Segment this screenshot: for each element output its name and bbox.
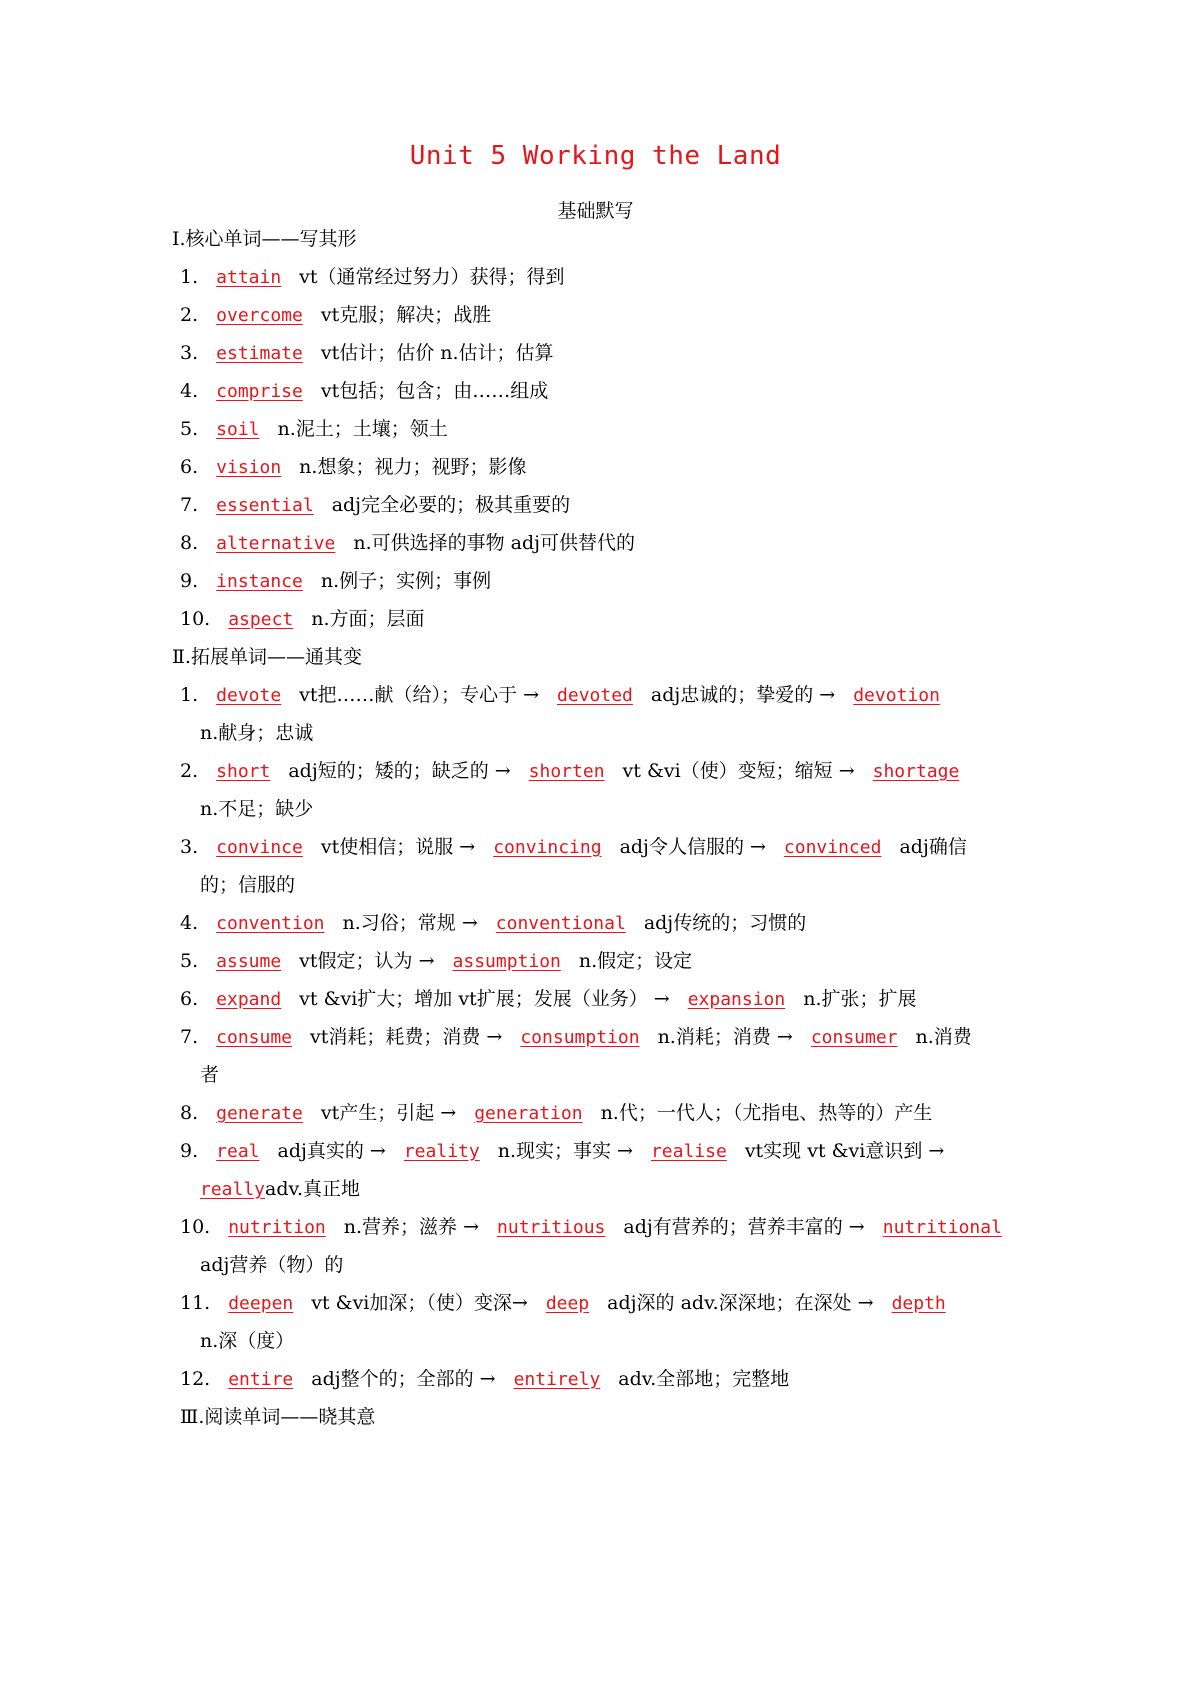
item-text: n.消费 (915, 1026, 972, 1048)
answer-text: consumer (810, 1027, 898, 1048)
answer-text: expand (216, 989, 282, 1010)
answer-text: aspect (228, 609, 294, 630)
answer-text: convincing (493, 837, 602, 858)
answer-text: convinced (783, 837, 882, 858)
item-text: vt产生；引起 → (320, 1102, 457, 1124)
item-text: vt消耗；耗费；消费 → (310, 1026, 503, 1048)
list-item (180, 1289, 1020, 1318)
item-text: adj完全必要的；极其重要的 (331, 494, 571, 516)
item-text: 1. (180, 684, 199, 706)
item-text: vt（通常经过努力）获得；得到 (299, 266, 565, 288)
item-text: 2. (180, 760, 199, 782)
item-text: adj真实的 → (277, 1140, 386, 1162)
answer-text: nutritious (497, 1217, 606, 1238)
list-item (180, 415, 1020, 444)
answer-text: convention (216, 913, 325, 934)
item-text: 4. (180, 912, 199, 934)
item-text: 6. (180, 456, 199, 478)
answer-text: expansion (687, 989, 786, 1010)
section1-heading: Ⅰ.核心单词——写其形 (172, 228, 357, 250)
list-item-continuation: 者 (200, 1064, 220, 1086)
item-text: vt &vi加深；（使）变深→ (311, 1292, 528, 1314)
answer-text: generation (474, 1103, 583, 1124)
list-item (180, 681, 1020, 710)
item-text: 10. (180, 608, 211, 630)
item-text: n.可供选择的事物 adj可供替代的 (353, 532, 636, 554)
answer-text: overcome (216, 305, 303, 326)
list-item (180, 1365, 1020, 1394)
item-text: 7. (180, 494, 199, 516)
answer-text: consumption (520, 1027, 640, 1048)
list-item (180, 1213, 1020, 1242)
item-text: adj忠诚的；挚爱的 → (650, 684, 836, 706)
answer-text: realise (650, 1141, 727, 1162)
item-text: 4. (180, 380, 199, 402)
list-item-continuation (200, 1175, 1020, 1204)
item-text: 5. (180, 950, 199, 972)
answer-text: convince (216, 837, 303, 858)
item-text: n.习俗；常规 → (342, 912, 478, 934)
item-text: vt使相信；说服 → (320, 836, 476, 858)
answer-text: reality (403, 1141, 480, 1162)
item-text: adv.全部地；完整地 (618, 1368, 790, 1390)
list-item (180, 1023, 1020, 1052)
item-text: 1. (180, 266, 199, 288)
list-item (180, 833, 1020, 862)
item-text: vt &vi扩大；增加 vt扩展；发展（业务） → (299, 988, 670, 1010)
list-item-continuation: n.深（度） (200, 1330, 295, 1352)
list-item (180, 947, 1020, 976)
answer-text: entire (228, 1369, 294, 1390)
item-text: adj令人信服的 → (619, 836, 766, 858)
item-text: vt假定；认为 → (299, 950, 435, 972)
list-item (180, 453, 1020, 482)
item-text: vt把……献（给）；专心于 → (299, 684, 540, 706)
item-text: vt克服；解决；战胜 (320, 304, 492, 326)
item-text: n.营养；滋养 → (343, 1216, 480, 1238)
answer-text: nutrition (228, 1217, 326, 1238)
answer-text: shortage (872, 761, 960, 782)
list-item (180, 1099, 1020, 1128)
item-text: 9. (180, 570, 199, 592)
section3-heading: Ⅲ.阅读单词——晓其意 (180, 1406, 376, 1428)
list-item (180, 339, 1020, 368)
item-text: 9. (180, 1140, 199, 1162)
item-text: 6. (180, 988, 199, 1010)
list-item-continuation: 的；信服的 (200, 874, 296, 896)
list-item (180, 301, 1020, 330)
item-text: 12. (180, 1368, 211, 1390)
item-text: adj确信 (899, 836, 967, 858)
answer-text: soil (216, 419, 260, 440)
list-item (180, 263, 1020, 292)
item-text: adv.真正地 (265, 1178, 361, 1200)
list-item (180, 491, 1020, 520)
item-text: n.方面；层面 (311, 608, 425, 630)
page-title: Unit 5 Working the Land (409, 141, 782, 171)
item-text: adj短的；矮的；缺乏的 → (288, 760, 511, 782)
answer-text: short (216, 761, 271, 782)
answer-text: nutritional (882, 1217, 1002, 1238)
answer-text: generate (216, 1103, 303, 1124)
answer-text: consume (216, 1027, 292, 1048)
answer-text: entirely (513, 1369, 601, 1390)
item-text: n.例子；实例；事例 (320, 570, 492, 592)
list-item (180, 529, 1020, 558)
section2-heading: Ⅱ.拓展单词——通其变 (172, 646, 362, 668)
answer-text: assumption (452, 951, 561, 972)
list-item (180, 605, 1020, 634)
item-text: adj整个的；全部的 → (311, 1368, 496, 1390)
item-text: n.扩张；扩展 (803, 988, 917, 1010)
list-item-continuation: n.献身；忠诚 (200, 722, 314, 744)
item-text: n.代；一代人；（尤指电、热等的）产生 (600, 1102, 933, 1124)
list-item-continuation: adj营养（物）的 (200, 1254, 344, 1276)
answer-text: deepen (228, 1293, 294, 1314)
item-text: n.现实；事实 → (497, 1140, 633, 1162)
answer-text: devotion (853, 685, 940, 706)
item-text: adj有营养的；营养丰富的 → (623, 1216, 865, 1238)
list-item-continuation: n.不足；缺少 (200, 798, 314, 820)
list-item (180, 757, 1020, 786)
answer-text: devote (216, 685, 282, 706)
list-item (180, 1137, 1020, 1166)
item-text: adj传统的；习惯的 (643, 912, 807, 934)
item-text: n.消耗；消费 → (657, 1026, 793, 1048)
item-text: 5. (180, 418, 199, 440)
answer-text: shorten (528, 761, 605, 782)
answer-text: vision (216, 457, 282, 478)
item-text: 8. (180, 532, 199, 554)
list-item (180, 567, 1020, 596)
list-item (180, 909, 1020, 938)
item-text: vt实现 vt &vi意识到 → (744, 1140, 945, 1162)
item-text: 7. (180, 1026, 199, 1048)
item-text: 10. (180, 1216, 211, 1238)
item-text: 3. (180, 342, 199, 364)
answer-text: deep (545, 1293, 590, 1314)
answer-text: estimate (216, 343, 303, 364)
answer-text: conventional (495, 913, 626, 934)
item-text: n.泥土；土壤；领土 (277, 418, 448, 440)
answer-text: depth (891, 1293, 946, 1314)
item-text: n.假定；设定 (578, 950, 693, 972)
item-text: 3. (180, 836, 199, 858)
item-text: 8. (180, 1102, 199, 1124)
item-text: vt包括；包含；由……组成 (320, 380, 549, 402)
answer-text: attain (216, 267, 282, 288)
answer-text: really (200, 1179, 266, 1200)
item-text: vt &vi（使）变短；缩短 → (622, 760, 855, 782)
answer-text: essential (216, 495, 314, 516)
item-text: 2. (180, 304, 199, 326)
page-subtitle: 基础默写 (557, 200, 634, 222)
item-text: 11. (180, 1292, 211, 1314)
answer-text: instance (216, 571, 303, 592)
answer-text: comprise (216, 381, 303, 402)
list-item (180, 985, 1020, 1014)
item-text: vt估计；估价 n.估计；估算 (320, 342, 554, 364)
answer-text: alternative (216, 533, 336, 554)
answer-text: real (216, 1141, 260, 1162)
answer-text: assume (216, 951, 282, 972)
item-text: adj深的 adv.深深地；在深处 → (607, 1292, 874, 1314)
list-item (180, 377, 1020, 406)
item-text: n.想象；视力；视野；影像 (299, 456, 527, 478)
answer-text: devoted (557, 685, 633, 706)
